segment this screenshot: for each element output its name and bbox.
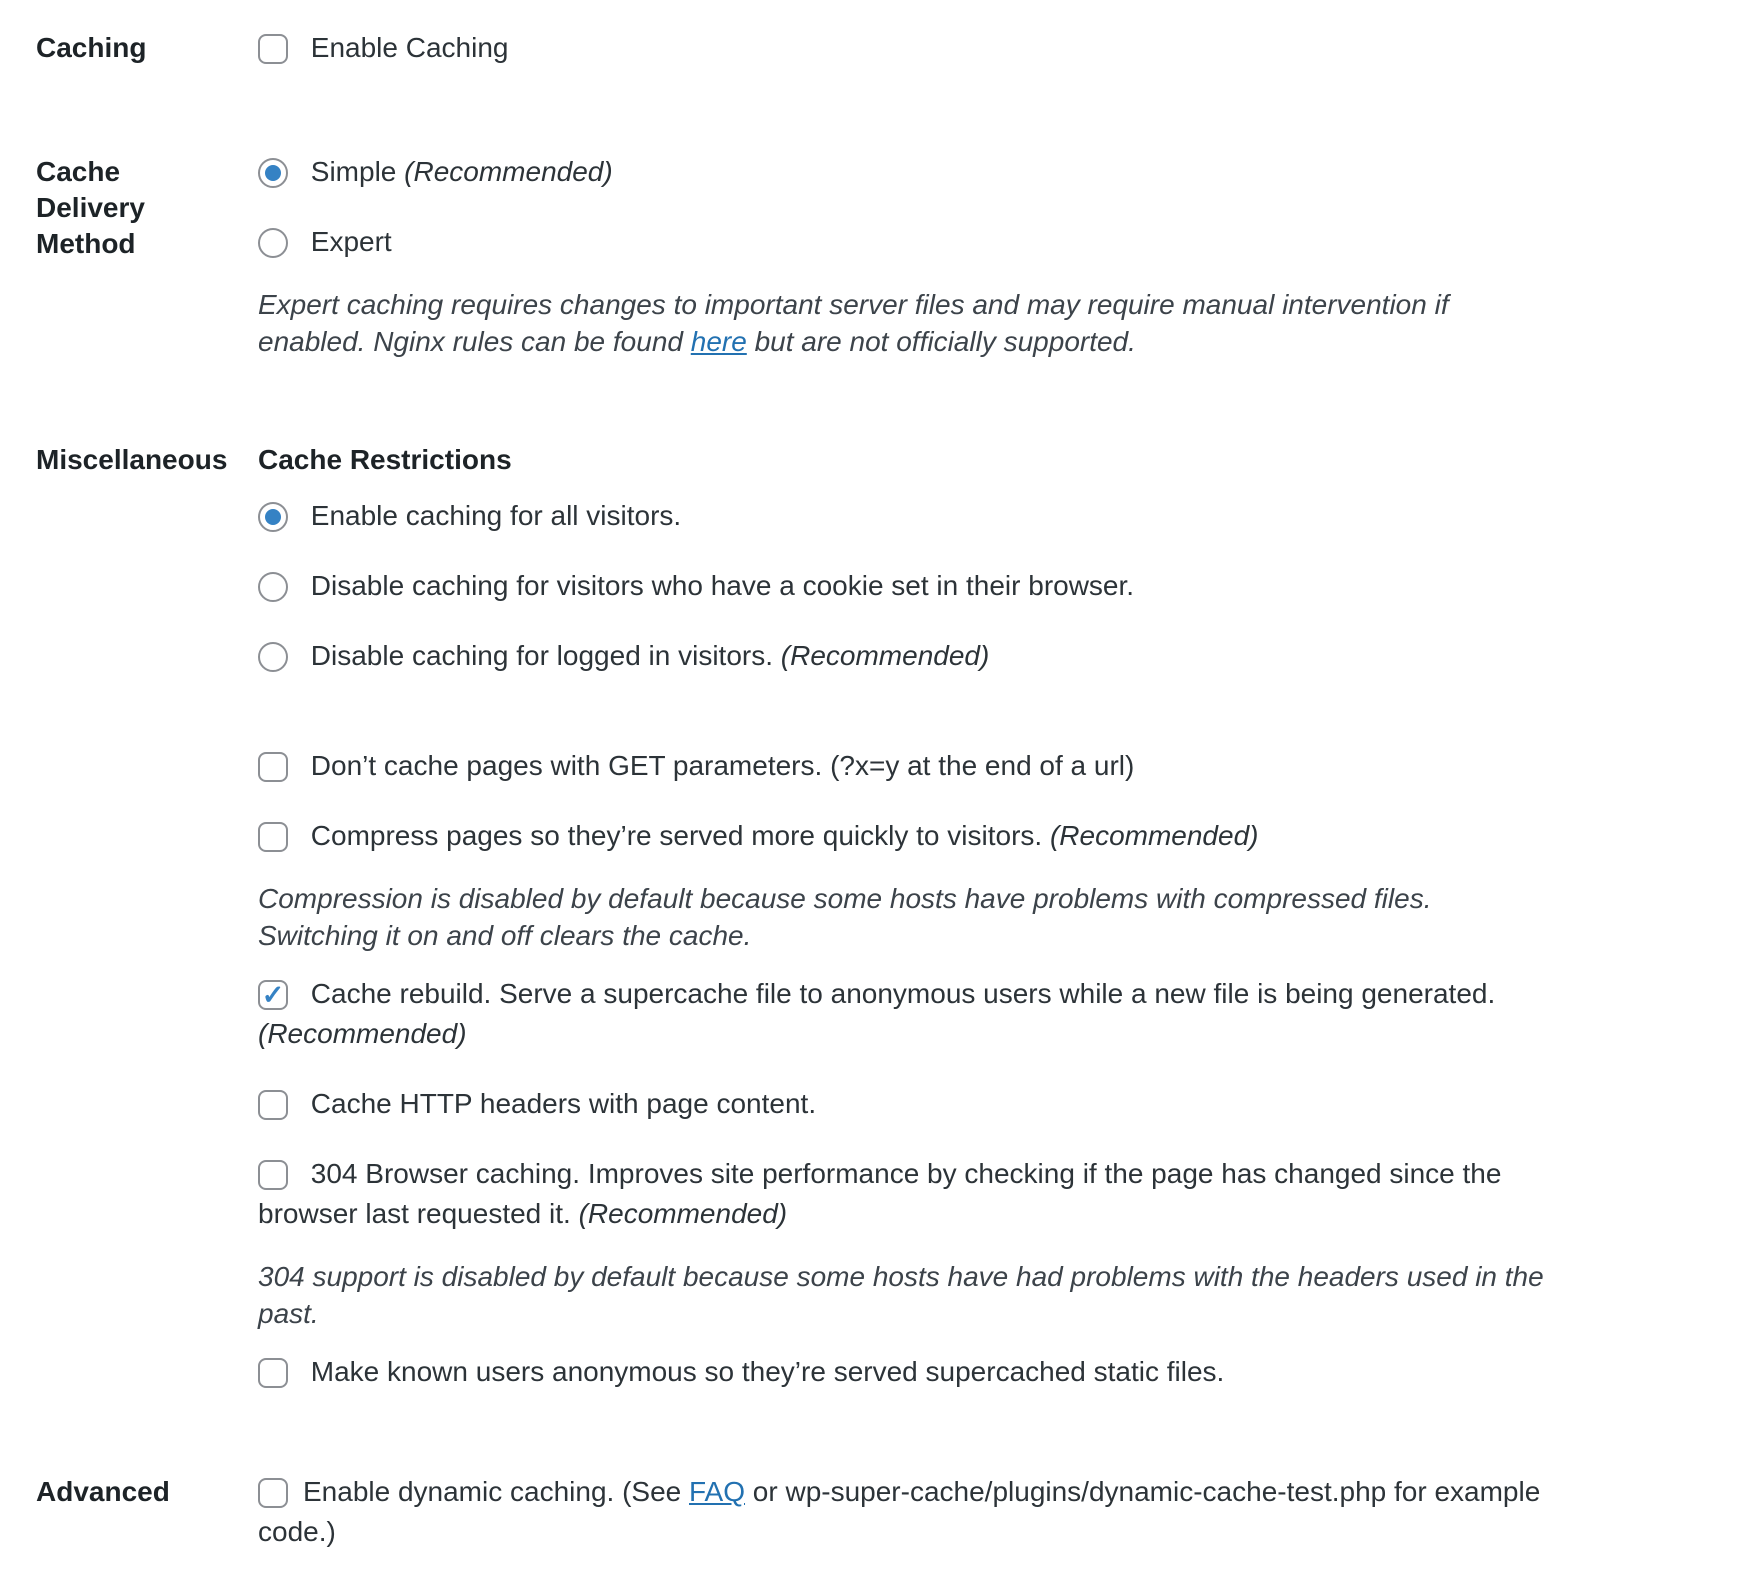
row-miscellaneous (36, 440, 1698, 1392)
restriction-cookie-radio[interactable] (258, 572, 288, 602)
delivery-simple-label: Simple (310, 156, 397, 187)
cache-rebuild-recommended: (Recommended) (258, 1018, 467, 1049)
restriction-logged-in-label: Disable caching for logged in visitors. (310, 640, 774, 671)
cache-rebuild-label: Cache rebuild. Serve a supercache file to anonymous users while a new file is being generated. (310, 978, 1496, 1009)
restriction-logged-in-recommended: (Recommended) (780, 640, 990, 671)
restriction-all-visitors-option[interactable] (258, 496, 1553, 536)
browser-caching-304-label: 304 Browser caching. Improves site performance by checking if the page has changed since the browser last requested it. (258, 1158, 1502, 1229)
cache-http-headers-label: Cache HTTP headers with page content. (310, 1088, 817, 1119)
cache-rebuild-option[interactable] (258, 974, 1553, 1054)
expert-note-text-after: but are not officially supported. (746, 326, 1136, 357)
faq-link[interactable]: FAQ (689, 1476, 746, 1507)
dont-cache-get-label: Don’t cache pages with GET parameters. (?x=y at the end of a url) (310, 750, 1135, 781)
restriction-all-visitors-label: Enable caching for all visitors. (310, 500, 682, 531)
advanced-section-label-text: Advanced (36, 1476, 170, 1507)
row-cache-delivery-method (36, 152, 1698, 360)
dont-cache-get-checkbox[interactable] (258, 752, 288, 782)
restriction-cookie-label: Disable caching for visitors who have a cookie set in their browser. (310, 570, 1135, 601)
browser-caching-304-checkbox[interactable] (258, 1160, 288, 1190)
known-users-anonymous-checkbox[interactable] (258, 1358, 288, 1388)
compress-pages-label: Compress pages so they’re served more quickly to visitors. (310, 820, 1043, 851)
enable-dynamic-caching-checkbox[interactable] (258, 1478, 288, 1508)
enable-caching-label: Enable Caching (310, 32, 509, 63)
caching-section-label (36, 28, 258, 66)
compress-pages-checkbox[interactable] (258, 822, 288, 852)
miscellaneous-section-label-text: Miscellaneous (36, 444, 228, 475)
browser-caching-304-recommended: (Recommended) (578, 1198, 788, 1229)
known-users-anonymous-option[interactable] (258, 1352, 1553, 1392)
restriction-cookie-option[interactable] (258, 566, 1553, 606)
compress-pages-option[interactable] (258, 816, 1553, 856)
restriction-all-visitors-radio[interactable] (258, 502, 288, 532)
browser-caching-304-option[interactable] (258, 1154, 1553, 1234)
delivery-expert-label: Expert (310, 226, 392, 257)
expert-caching-note (258, 286, 1553, 360)
miscellaneous-section-label (36, 440, 258, 478)
compression-disabled-note: Compression is disabled by default because some hosts have problems with compressed files. Switching it on and off clears the cache. (258, 883, 1432, 951)
expert-note-text: Expert caching requires changes to important server files and may require manual intervention if enabled. Nginx rules can be found (258, 289, 1449, 357)
delivery-expert-option[interactable] (258, 222, 1553, 262)
advanced-section-label (36, 1472, 258, 1510)
cache-http-headers-checkbox[interactable] (258, 1090, 288, 1120)
restriction-logged-in-radio[interactable] (258, 642, 288, 672)
known-users-anonymous-label: Make known users anonymous so they’re served supercached static files. (310, 1356, 1225, 1387)
row-caching (36, 28, 1698, 68)
delivery-section-label (36, 152, 258, 262)
nginx-rules-here-link[interactable]: here (690, 326, 747, 357)
cache-restrictions-heading: Cache Restrictions (258, 444, 512, 475)
enable-caching-checkbox[interactable] (258, 34, 288, 64)
dont-cache-get-option[interactable] (258, 746, 1553, 786)
dynamic-caching-label-after: or wp-super-cache/plugins/dynamic-cache-test.php for example code.) (258, 1476, 1541, 1547)
delivery-section-label-text: Cache Delivery Method (36, 156, 145, 259)
enable-dynamic-caching-option[interactable] (258, 1472, 1553, 1552)
delivery-simple-radio[interactable] (258, 158, 288, 188)
304-disabled-note: 304 support is disabled by default because some hosts have had problems with the headers used in the past. (258, 1261, 1544, 1329)
compress-pages-recommended: (Recommended) (1049, 820, 1259, 851)
delivery-expert-radio[interactable] (258, 228, 288, 258)
delivery-simple-option[interactable] (258, 152, 1553, 192)
row-advanced (36, 1472, 1698, 1552)
cache-http-headers-option[interactable] (258, 1084, 1553, 1124)
restriction-logged-in-option[interactable] (258, 636, 1553, 676)
delivery-simple-recommended: (Recommended) (404, 156, 613, 187)
cache-rebuild-checkbox[interactable] (258, 980, 288, 1010)
dynamic-caching-label-before: Enable dynamic caching. (See (303, 1476, 689, 1507)
enable-caching-option[interactable] (258, 28, 1553, 68)
caching-section-label-text: Caching (36, 32, 147, 63)
